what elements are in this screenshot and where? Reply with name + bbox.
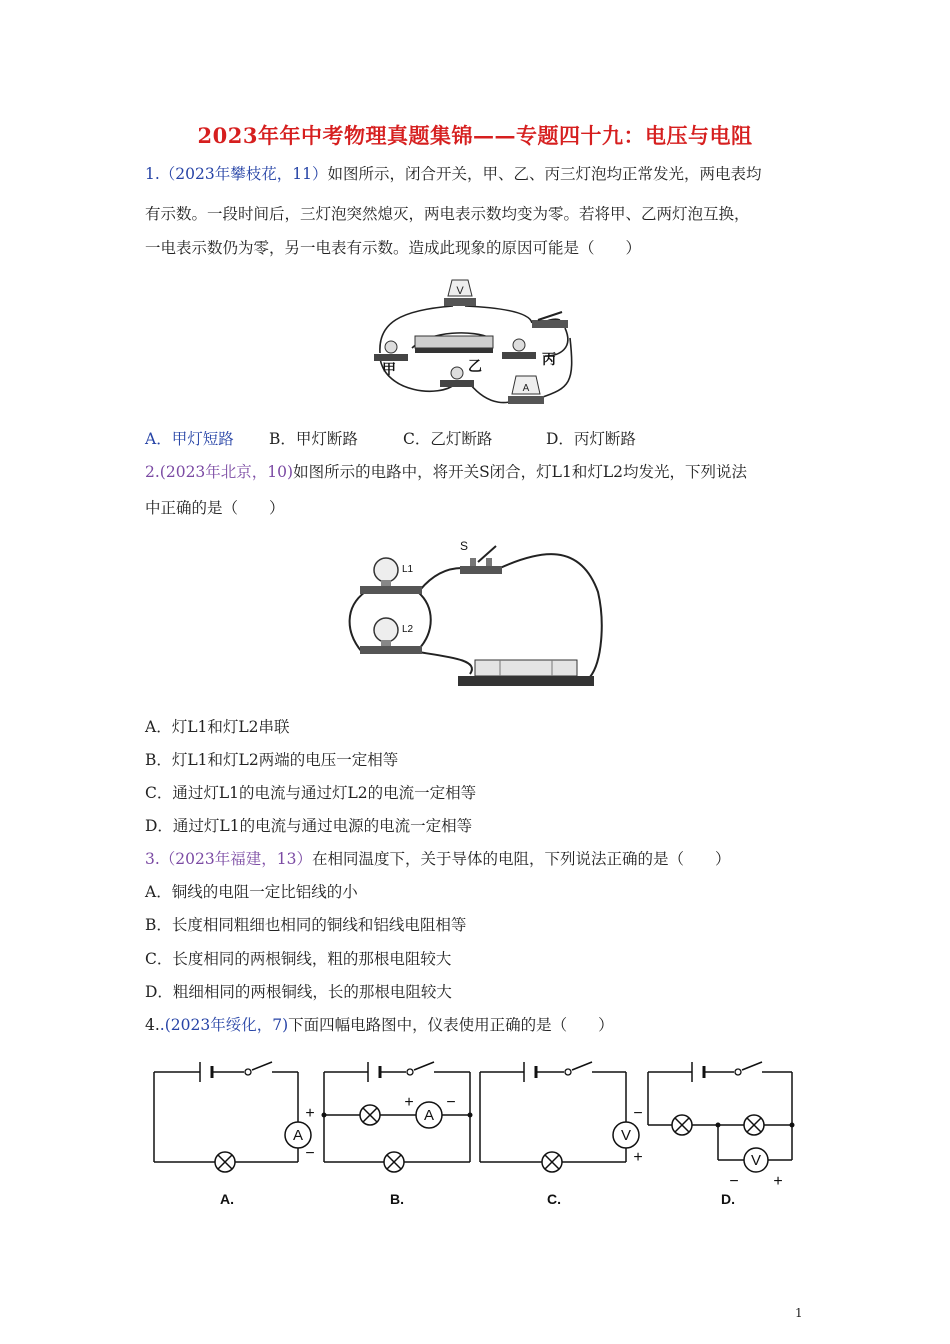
q2-number: 2. [145, 463, 160, 481]
q1-ammeter-label: A [522, 383, 530, 394]
switch-instrument [532, 312, 568, 328]
q3-stem: 在相同温度下，关于导体的电阻，下列说法正确的是（ ） [311, 850, 731, 868]
q2-line-1 [145, 462, 825, 482]
q4d-meter: V [750, 1152, 762, 1169]
q1-source: （2023年攀枝花，11） [159, 165, 328, 183]
q2-l2-label: L2 [402, 624, 414, 635]
q2-stem-2: 中正确的是（ ） [145, 499, 285, 517]
ammeter-instrument [508, 376, 544, 404]
q1-stem-2: 有示数。一段时间后，三灯泡突然熄灭，两电表示数均变为零。若将甲、乙两灯泡互换， [145, 205, 750, 223]
page-number: 1 [795, 1306, 803, 1320]
q3-option-b[interactable]: B．长度相同粗细也相同的铜线和铝线电阻相等 [145, 916, 467, 934]
q1-line-1 [145, 164, 825, 184]
q2-switch [460, 539, 502, 574]
q4d-minus: − [729, 1173, 739, 1190]
lamp-bing [502, 339, 536, 359]
q4-label-c[interactable]: C. [547, 1191, 561, 1207]
q3-number: 3. [145, 850, 160, 868]
voltmeter-instrument [444, 280, 476, 306]
q4c-lamp-icon [542, 1152, 562, 1172]
q4-line-1 [145, 1015, 825, 1035]
q4b-lamp2-icon [384, 1152, 404, 1172]
q4-label-b[interactable]: B. [390, 1191, 404, 1207]
label-bing: 丙 [542, 351, 556, 367]
q2-option-d[interactable]: D．通过灯L1的电流与通过电源的电流一定相等 [145, 817, 473, 835]
q4a-meter: A [292, 1127, 304, 1144]
q3-option-c[interactable]: C．长度相同的两根铜线，粗的那根电阻较大 [145, 950, 452, 968]
label-jia: 甲 [382, 361, 396, 377]
q4-circuits-figure [140, 1052, 820, 1212]
q2-switch-label: S [460, 539, 469, 553]
q1-voltmeter-label: V [456, 285, 464, 297]
lamp-jia [374, 341, 408, 361]
q1-circuit-figure [360, 268, 580, 418]
q4c-meter: V [620, 1127, 632, 1144]
q4-label-d[interactable]: D. [721, 1191, 735, 1207]
q4d-lamp1-icon [672, 1115, 692, 1135]
q4d-plus: + [773, 1173, 783, 1190]
q1-option-a[interactable]: A．甲灯短路 [145, 430, 234, 448]
q4b-plus: + [404, 1094, 414, 1111]
q2-bulb-l2 [360, 618, 422, 654]
q3-line-1 [145, 849, 825, 869]
q4a-minus: − [305, 1145, 315, 1162]
rheostat-instrument [415, 336, 493, 353]
q4d-lamp2-icon [744, 1115, 764, 1135]
q4-number: 4. [145, 1016, 160, 1034]
q4-stem: 下面四幅电路图中，仪表使用正确的是（ ） [288, 1016, 614, 1034]
q3-source: （2023年福建，13） [159, 850, 312, 868]
q2-option-c[interactable]: C．通过灯L1的电流与通过灯L2的电流一定相等 [145, 784, 477, 802]
q1-option-c[interactable]: C．乙灯断路 [403, 430, 493, 448]
q2-option-b[interactable]: B．灯L1和灯L2两端的电压一定相等 [145, 751, 399, 769]
page-title: 2023年年中考物理真题集锦——专题四十九：电压与电阻 [197, 123, 753, 148]
q2-battery [458, 660, 594, 686]
q4a-plus: + [305, 1105, 315, 1122]
q1-options [145, 429, 825, 449]
q2-l1-label: L1 [402, 564, 414, 575]
q2-option-a[interactable]: A．灯L1和灯L2串联 [145, 718, 290, 736]
q2-source: (2023年北京，10) [159, 463, 294, 481]
q2-stem-1: 如图所示的电路中，将开关S闭合，灯L1和灯L2均发光，下列说法 [293, 463, 747, 481]
q1-stem-1: 如图所示，闭合开关，甲、乙、丙三灯泡均正常发光，两电表均 [327, 165, 762, 183]
q1-stem-3: 一电表示数仍为零，另一电表有示数。造成此现象的原因可能是（ ） [145, 239, 642, 257]
q4-label-a[interactable]: A. [220, 1191, 234, 1207]
q3-option-d[interactable]: D．粗细相同的两根铜线，长的那根电阻较大 [145, 983, 452, 1001]
q4b-meter: A [423, 1107, 435, 1124]
q2-bulb-l1 [360, 558, 422, 594]
q2-circuit-figure [340, 532, 610, 692]
q4b-lamp1-icon [360, 1105, 380, 1125]
q4c-plus: + [633, 1149, 643, 1166]
q1-option-b[interactable]: B．甲灯断路 [269, 430, 358, 448]
label-yi: 乙 [468, 358, 482, 374]
q3-option-a[interactable]: A．铜线的电阻一定比铝线的小 [145, 883, 358, 901]
q4b-minus: − [446, 1094, 456, 1111]
q4-source: .(2023年绥化，7) [159, 1016, 289, 1034]
q1-number: 1. [145, 165, 160, 183]
q4a-lamp-icon [215, 1152, 235, 1172]
q1-option-d[interactable]: D．丙灯断路 [546, 430, 636, 448]
q4c-minus: − [633, 1105, 643, 1122]
